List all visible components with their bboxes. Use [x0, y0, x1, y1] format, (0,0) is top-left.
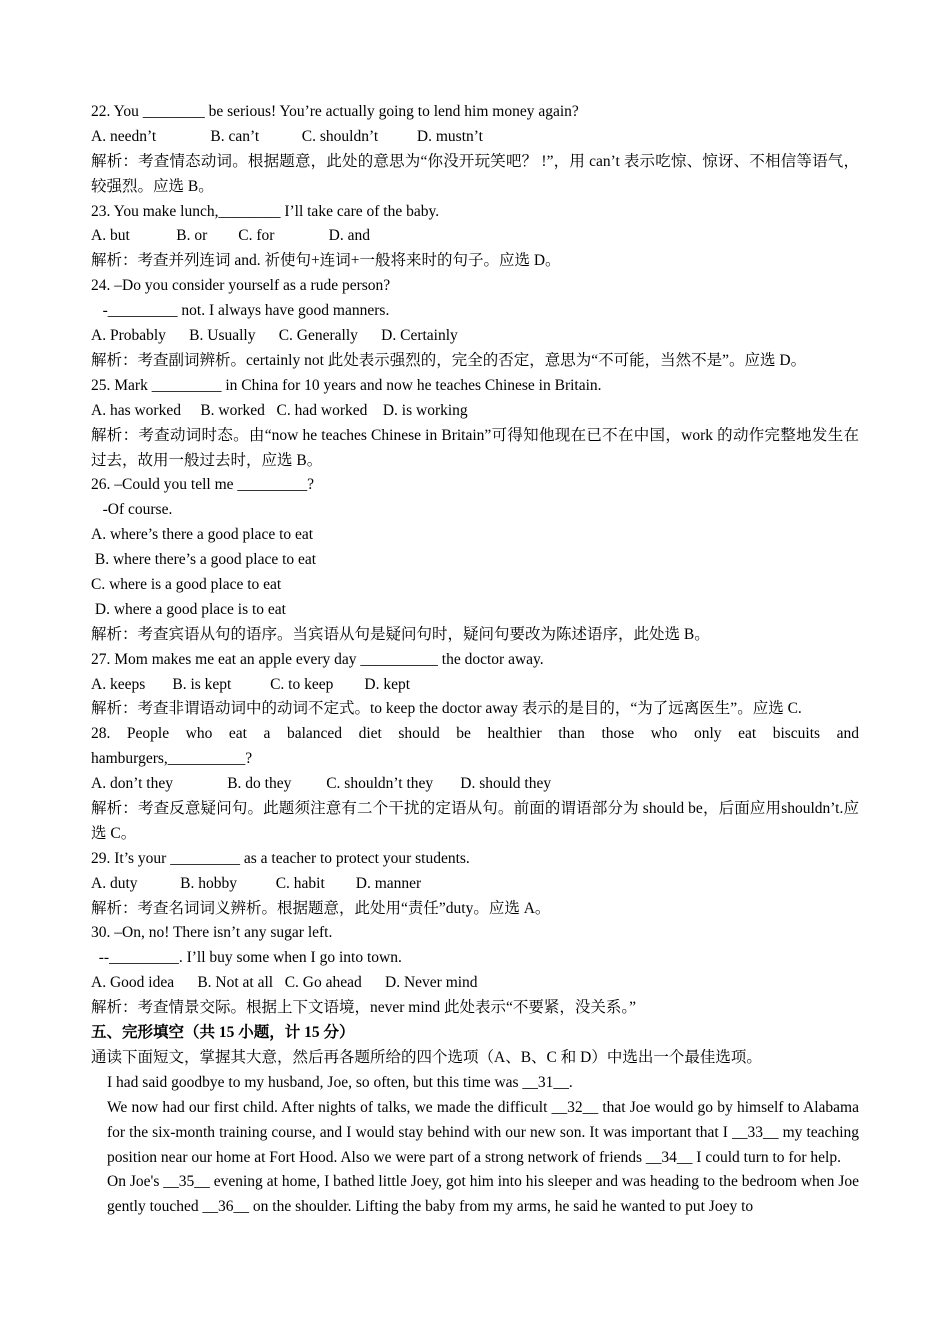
q24-stem: 24. –Do you consider yourself as a rude person? [91, 277, 391, 295]
section-title: 五、完形填空（共 15 小题，计 15 分） [91, 1024, 355, 1042]
q25-analysis: 解析：考查动词时态。由“now he teaches Chinese in Britain”可得知他现在已不在中国，work 的动作完整地发生在过去，故用一般过去时，应选 B。 [91, 426, 859, 469]
q26-stem: 26. –Could you tell me _________? [91, 476, 315, 494]
q26-reply: -Of course. [91, 501, 173, 519]
q29-stem: 29. It’s your _________ as a teacher to protect your students. [91, 849, 470, 867]
q23-stem: 23. You make lunch,________ I’ll take care of the baby. [91, 202, 440, 220]
q25-options: A. has worked B. worked C. had worked D. is working [91, 401, 468, 419]
exam-page [91, 100, 859, 1220]
q27-stem: 27. Mom makes me eat an apple every day __________ the doctor away. [91, 650, 544, 668]
q26-option-b: B. where there’s a good place to eat [91, 551, 317, 569]
q26-option-c: C. where is a good place to eat [91, 575, 282, 593]
q30-stem: 30. –On, no! There isn’t any sugar left. [91, 924, 333, 942]
q24-reply: -_________ not. I always have good manners. [91, 302, 390, 320]
q29-options: A. duty B. hobby C. habit D. manner [91, 874, 422, 892]
q28-stem-line1: 28. People who eat a balanced diet should be healthier than those who only eat biscuits and [91, 725, 859, 743]
q22-options: A. needn’t B. can’t C. shouldn’t D. mustn’t [91, 127, 483, 145]
q22-analysis: 解析：考查情态动词。根据题意，此处的意思为“你没开玩笑吧？ !”，用 can’t 表示吃惊、惊讶、不相信等语气，较强烈。应选 B。 [91, 152, 859, 195]
q28-analysis: 解析：考查反意疑问句。此题须注意有二个干扰的定语从句。前面的谓语部分为 should be，后面应用shouldn’t.应选 C。 [91, 800, 859, 842]
q26-analysis: 解析：考查宾语从句的语序。当宾语从句是疑问句时，疑问句要改为陈述语序，此处选 B。 [91, 625, 710, 643]
q29-analysis: 解析：考查名词词义辨析。根据题意，此处用“责任”duty。应选 A。 [91, 899, 551, 917]
q28-stem-line2: hamburgers,__________? [91, 750, 253, 768]
q23-analysis: 解析：考查并列连词 and. 祈使句+连词+一般将来时的句子。应选 D。 [91, 252, 561, 270]
q22-stem: 22. You ________ be serious! You’re actually going to lend him money again? [91, 103, 579, 120]
q30-reply: --_________. I’ll buy some when I go into town. [91, 949, 402, 967]
q25-stem: 25. Mark _________ in China for 10 years and now he teaches Chinese in Britain. [91, 376, 602, 394]
q27-options: A. keeps B. is kept C. to keep D. kept [91, 675, 411, 693]
passage-paragraph-3: On Joe's __35__ evening at home, I bathed little Joey, got him into his sleeper and was heading to the bedroom when Joe gently touched __36__ on the shoulder. Lifting the baby from my arms, he said he wanted to put Joey to [107, 1173, 859, 1216]
section-instruction: 通读下面短文，掌握其大意，然后再各题所给的四个选项（A、B、C 和 D）中选出一个最佳选项。 [91, 1048, 762, 1066]
q28-options: A. don’t they B. do they C. shouldn’t they D. should they [91, 775, 552, 793]
q30-analysis: 解析：考查情景交际。根据上下文语境，never mind 此处表示“不要紧，没关系。” [91, 999, 637, 1017]
q26-option-a: A. where’s there a good place to eat [91, 526, 314, 544]
passage-paragraph-2: We now had our first child. After nights of talks, we made the difficult __32__ that Joe would go by himself to Alabama for the six-month training course, and I would stay behind with our new son. It was important that I __33__ my teaching position near our home at Fort Hood. Also we were part of a strong network of friends __34__ I could turn to for help. [107, 1098, 859, 1166]
q27-analysis: 解析：考查非谓语动词中的动词不定式。to keep the doctor away 表示的是目的，“为了远离医生”。应选 C. [91, 700, 802, 718]
passage-paragraph-1: I had said goodbye to my husband, Joe, so often, but this time was __31__. [107, 1073, 573, 1091]
q26-option-d: D. where a good place is to eat [91, 600, 286, 618]
q30-options: A. Good idea B. Not at all C. Go ahead D. Never mind [91, 974, 478, 992]
q23-options: A. but B. or C. for D. and [91, 227, 370, 245]
q24-options: A. Probably B. Usually C. Generally D. Certainly [91, 327, 458, 345]
q24-analysis: 解析：考查副词辨析。certainly not 此处表示强烈的，完全的否定，意思为“不可能，当然不是”。应选 D。 [91, 351, 807, 369]
